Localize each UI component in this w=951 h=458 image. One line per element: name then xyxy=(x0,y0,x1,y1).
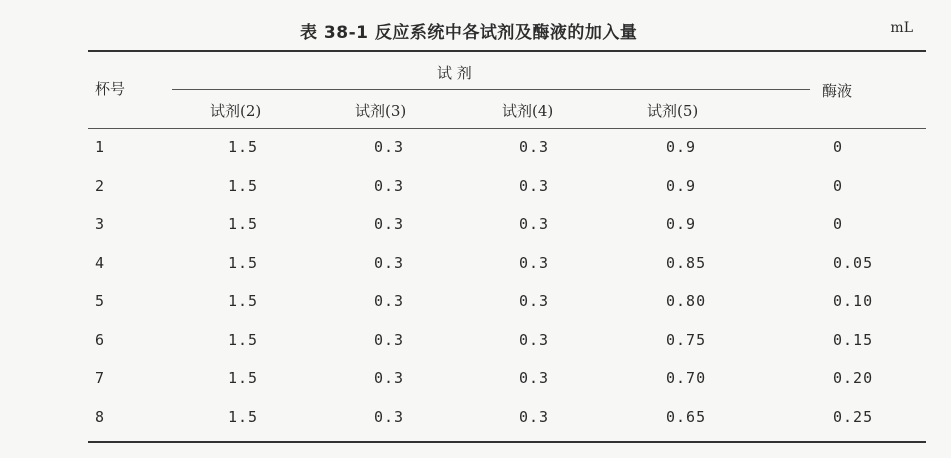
cell-enzyme: 0.10 xyxy=(833,292,874,310)
cell-reagent-3: 0.3 xyxy=(374,138,405,156)
cell-reagent-2: 1.5 xyxy=(228,138,259,156)
cell-reagent-5: 0.75 xyxy=(666,330,707,349)
cell-reagent-4: 0.3 xyxy=(519,407,550,426)
cell-reagent-3: 0.3 xyxy=(374,369,405,387)
cell-cup-number: 5 xyxy=(95,292,106,310)
cell-reagent-3: 0.3 xyxy=(374,253,405,272)
cell-reagent-2: 1.5 xyxy=(228,292,259,310)
cell-reagent-4: 0.3 xyxy=(519,369,550,387)
bottom-rule xyxy=(88,441,926,443)
top-rule xyxy=(88,50,926,52)
header-reagent-3: 试剂(3) xyxy=(355,102,407,120)
cell-enzyme: 0.05 xyxy=(833,253,874,272)
cell-reagent-2: 1.5 xyxy=(228,369,259,387)
cell-reagent-5: 0.80 xyxy=(666,292,707,310)
cell-reagent-2: 1.5 xyxy=(228,215,259,233)
header-enzyme: 酶液 xyxy=(822,82,853,100)
cell-reagent-3: 0.3 xyxy=(374,176,405,195)
cell-reagent-5: 0.9 xyxy=(666,176,697,195)
cell-enzyme: 0.15 xyxy=(833,330,874,349)
cell-reagent-4: 0.3 xyxy=(519,215,550,233)
cell-reagent-4: 0.3 xyxy=(519,253,550,272)
cell-enzyme: 0 xyxy=(833,215,844,233)
cell-reagent-5: 0.9 xyxy=(666,215,697,233)
cell-reagent-5: 0.9 xyxy=(666,138,697,156)
cell-reagent-3: 0.3 xyxy=(374,407,405,426)
cell-enzyme: 0 xyxy=(833,138,844,156)
cell-reagent-2: 1.5 xyxy=(228,253,259,272)
cell-reagent-4: 0.3 xyxy=(519,176,550,195)
cell-cup-number: 3 xyxy=(95,215,106,233)
cell-reagent-3: 0.3 xyxy=(374,292,405,310)
header-reagent-2: 试剂(2) xyxy=(210,102,262,120)
cell-reagent-5: 0.85 xyxy=(666,253,707,272)
cell-reagent-2: 1.5 xyxy=(228,330,259,349)
header-reagent-5: 试剂(5) xyxy=(647,102,699,120)
cell-cup-number: 4 xyxy=(95,253,106,272)
table-title: 表 38-1 反应系统中各试剂及酶液的加入量 xyxy=(300,23,638,43)
header-reagent-group: 试 剂 xyxy=(437,64,472,82)
cell-reagent-4: 0.3 xyxy=(519,330,550,349)
cell-reagent-5: 0.65 xyxy=(666,407,707,426)
cell-reagent-3: 0.3 xyxy=(374,330,405,349)
header-cup-number: 杯号 xyxy=(95,80,126,98)
reagent-group-rule xyxy=(172,89,810,90)
table-caption xyxy=(0,18,951,42)
cell-enzyme: 0.25 xyxy=(833,407,874,426)
header-rule xyxy=(88,128,926,129)
header-reagent-4: 试剂(4) xyxy=(502,102,554,120)
cell-cup-number: 8 xyxy=(95,407,106,426)
cell-cup-number: 7 xyxy=(95,369,106,387)
cell-reagent-2: 1.5 xyxy=(228,407,259,426)
cell-enzyme: 0.20 xyxy=(833,369,874,387)
table-unit: mL xyxy=(890,20,913,36)
cell-cup-number: 2 xyxy=(95,176,106,195)
cell-reagent-4: 0.3 xyxy=(519,138,550,156)
cell-reagent-5: 0.70 xyxy=(666,369,707,387)
cell-reagent-2: 1.5 xyxy=(228,176,259,195)
cell-enzyme: 0 xyxy=(833,176,844,195)
cell-cup-number: 1 xyxy=(95,138,106,156)
cell-reagent-3: 0.3 xyxy=(374,215,405,233)
cell-reagent-4: 0.3 xyxy=(519,292,550,310)
cell-cup-number: 6 xyxy=(95,330,106,349)
